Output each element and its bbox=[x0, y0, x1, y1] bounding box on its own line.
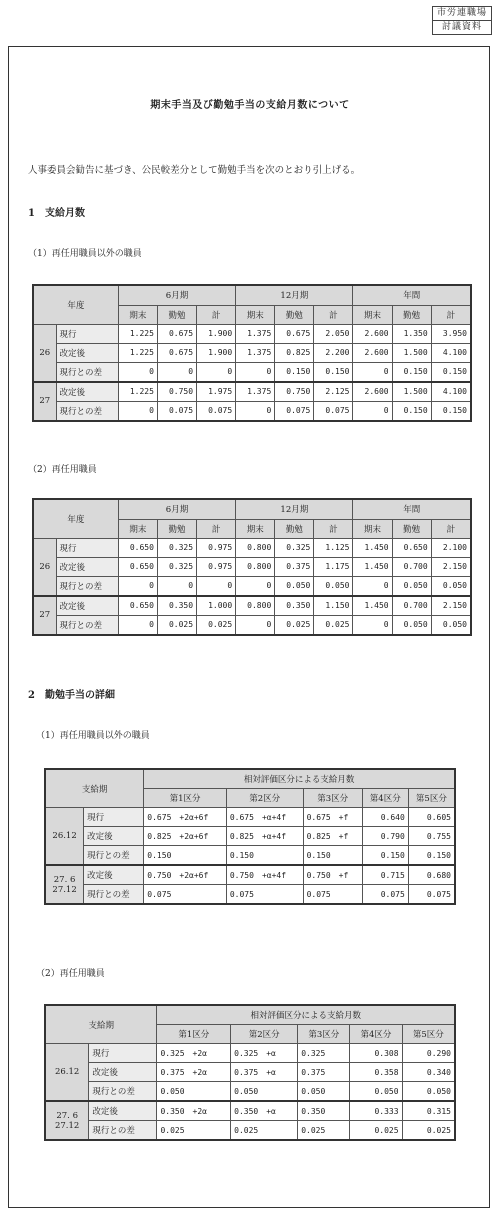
value-cell: 0.075 bbox=[157, 401, 196, 421]
row-label: 現行 bbox=[89, 1044, 157, 1063]
period-cell: 26.12 bbox=[45, 1044, 89, 1102]
value-cell: 0 bbox=[353, 362, 392, 382]
col-header: 勤勉 bbox=[157, 305, 196, 324]
value-cell: 0.075 bbox=[303, 885, 362, 905]
row-label: 現行との差 bbox=[89, 1082, 157, 1102]
period-line: 27.12 bbox=[52, 884, 77, 895]
period-cell: 26 bbox=[33, 538, 56, 596]
value-cell: 0.675 +f bbox=[303, 808, 362, 827]
col-header: 計 bbox=[431, 305, 471, 324]
section2-heading: 2 勤勉手当の詳細 bbox=[28, 690, 115, 701]
row-label: 現行との差 bbox=[84, 846, 144, 866]
value-cell: 0.150 bbox=[314, 362, 353, 382]
col-header: 第2区分 bbox=[231, 1025, 298, 1044]
value-cell: 0.075 bbox=[226, 885, 303, 905]
row-label: 改定後 bbox=[56, 596, 118, 616]
period-header: 支給期 bbox=[45, 1005, 157, 1044]
value-cell: 0.333 bbox=[350, 1101, 402, 1121]
value-cell: 0 bbox=[353, 401, 392, 421]
value-cell: 0.150 bbox=[226, 846, 303, 866]
period-cell bbox=[45, 865, 84, 904]
table-row bbox=[45, 1082, 455, 1102]
table-row bbox=[33, 362, 471, 382]
value-cell: 0.050 bbox=[298, 1082, 350, 1102]
value-cell: 0.800 bbox=[236, 557, 275, 576]
value-cell: 1.225 bbox=[118, 324, 157, 343]
value-cell: 1.125 bbox=[314, 538, 353, 557]
table-row bbox=[45, 1121, 455, 1141]
value-cell: 1.450 bbox=[353, 596, 392, 616]
table-row bbox=[33, 401, 471, 421]
group-june: 6月期 bbox=[118, 499, 235, 519]
col-header: 勤勉 bbox=[157, 519, 196, 538]
value-cell: 4.100 bbox=[431, 382, 471, 402]
value-cell: 0.325 +α bbox=[231, 1044, 298, 1063]
value-cell: 1.375 bbox=[236, 343, 275, 362]
value-cell: 0.700 bbox=[392, 557, 431, 576]
value-cell: 2.125 bbox=[314, 382, 353, 402]
col-header: 第1区分 bbox=[157, 1025, 231, 1044]
value-cell: 0.605 bbox=[408, 808, 455, 827]
value-cell: 0.825 +α+4f bbox=[226, 827, 303, 846]
group-annual: 年間 bbox=[353, 285, 471, 305]
row-label: 改定後 bbox=[56, 343, 118, 362]
value-cell: 2.150 bbox=[431, 557, 471, 576]
period-line: 27. 6 bbox=[53, 874, 76, 885]
value-cell: 0.340 bbox=[402, 1063, 455, 1082]
value-cell: 0 bbox=[236, 576, 275, 596]
value-cell: 2.150 bbox=[431, 596, 471, 616]
value-cell: 2.600 bbox=[353, 324, 392, 343]
row-label: 改定後 bbox=[89, 1101, 157, 1121]
period-cell: 26 bbox=[33, 324, 56, 382]
value-cell: 0.825 +2α+6f bbox=[144, 827, 227, 846]
value-cell: 0.150 bbox=[275, 362, 314, 382]
value-cell: 0.025 bbox=[197, 615, 236, 635]
value-cell: 0.375 bbox=[275, 557, 314, 576]
value-cell: 0.675 bbox=[275, 324, 314, 343]
value-cell: 0 bbox=[118, 615, 157, 635]
period-header: 支給期 bbox=[45, 769, 144, 808]
value-cell: 0.675 +2α+6f bbox=[144, 808, 227, 827]
value-cell: 1.450 bbox=[353, 538, 392, 557]
value-cell: 2.050 bbox=[314, 324, 353, 343]
col-header: 勤勉 bbox=[392, 305, 431, 324]
col-header: 計 bbox=[314, 519, 353, 538]
row-label: 現行との差 bbox=[56, 401, 118, 421]
section2-sub1: （1）再任用職員以外の職員 bbox=[36, 731, 150, 741]
value-cell: 0.800 bbox=[236, 538, 275, 557]
col-header: 第4区分 bbox=[350, 1025, 402, 1044]
value-cell: 4.100 bbox=[431, 343, 471, 362]
col-header: 第5区分 bbox=[408, 789, 455, 808]
year-header: 年度 bbox=[33, 285, 118, 324]
value-cell: 2.100 bbox=[431, 538, 471, 557]
table-row bbox=[45, 1101, 455, 1121]
value-cell: 0.075 bbox=[314, 401, 353, 421]
value-cell: 0.350 +2α bbox=[157, 1101, 231, 1121]
col-header: 計 bbox=[197, 305, 236, 324]
value-cell: 0.025 bbox=[231, 1121, 298, 1141]
period-line: 27.12 bbox=[54, 1120, 80, 1131]
value-cell: 0.290 bbox=[402, 1044, 455, 1063]
row-label: 改定後 bbox=[84, 827, 144, 846]
value-cell: 0.050 bbox=[431, 576, 471, 596]
col-header: 第5区分 bbox=[402, 1025, 455, 1044]
group-december: 12月期 bbox=[236, 285, 353, 305]
col-header: 第4区分 bbox=[362, 789, 408, 808]
value-cell: 0.650 bbox=[118, 557, 157, 576]
value-cell: 0.025 bbox=[275, 615, 314, 635]
value-cell: 0.750 bbox=[275, 382, 314, 402]
section1-heading: 1 支給月数 bbox=[28, 208, 85, 219]
value-cell: 0.150 bbox=[392, 401, 431, 421]
value-cell: 0.750 +f bbox=[303, 865, 362, 885]
value-cell: 1.450 bbox=[353, 557, 392, 576]
value-cell: 0.325 bbox=[275, 538, 314, 557]
value-cell: 1.000 bbox=[197, 596, 236, 616]
row-label: 改定後 bbox=[56, 557, 118, 576]
value-cell: 0 bbox=[236, 362, 275, 382]
col-header: 期末 bbox=[236, 305, 275, 324]
value-cell: 0 bbox=[236, 615, 275, 635]
row-label: 現行 bbox=[84, 808, 144, 827]
value-cell: 0.680 bbox=[408, 865, 455, 885]
value-cell: 0.050 bbox=[314, 576, 353, 596]
period-cell: 27 bbox=[33, 382, 56, 421]
value-cell: 1.500 bbox=[392, 343, 431, 362]
table-diligence-detail-regular bbox=[44, 768, 456, 905]
row-label: 改定後 bbox=[56, 382, 118, 402]
row-label: 現行 bbox=[56, 538, 118, 557]
table-row bbox=[45, 865, 455, 885]
stamp-line1: 市労連職場 bbox=[436, 8, 487, 18]
value-cell: 0 bbox=[197, 576, 236, 596]
value-cell: 1.900 bbox=[197, 343, 236, 362]
value-cell: 1.175 bbox=[314, 557, 353, 576]
value-cell: 0.150 bbox=[392, 362, 431, 382]
value-cell: 0.825 bbox=[275, 343, 314, 362]
group-header: 相対評価区分による支給月数 bbox=[157, 1005, 455, 1025]
value-cell: 2.600 bbox=[353, 343, 392, 362]
value-cell: 0.075 bbox=[408, 885, 455, 905]
col-header: 勤勉 bbox=[392, 519, 431, 538]
value-cell: 1.975 bbox=[197, 382, 236, 402]
row-label: 現行との差 bbox=[56, 576, 118, 596]
value-cell: 1.350 bbox=[392, 324, 431, 343]
group-annual: 年間 bbox=[353, 499, 471, 519]
row-label: 現行との差 bbox=[56, 362, 118, 382]
value-cell: 0.755 bbox=[408, 827, 455, 846]
row-label: 現行との差 bbox=[89, 1121, 157, 1141]
section2-sub2: （2）再任用職員 bbox=[36, 969, 105, 979]
group-header: 相対評価区分による支給月数 bbox=[144, 769, 455, 789]
value-cell: 0.750 +α+4f bbox=[226, 865, 303, 885]
value-cell: 0.050 bbox=[231, 1082, 298, 1102]
value-cell: 0.700 bbox=[392, 596, 431, 616]
row-label: 改定後 bbox=[84, 865, 144, 885]
value-cell: 0.750 +2α+6f bbox=[144, 865, 227, 885]
table-row bbox=[45, 1044, 455, 1063]
value-cell: 0 bbox=[157, 362, 196, 382]
table-row bbox=[33, 596, 471, 616]
table-allowance-months-regular bbox=[32, 284, 472, 422]
value-cell: 0.025 bbox=[350, 1121, 402, 1141]
section1-sub2: （2）再任用職員 bbox=[28, 465, 97, 475]
value-cell: 0.025 bbox=[157, 615, 196, 635]
value-cell: 0.640 bbox=[362, 808, 408, 827]
value-cell: 0.650 bbox=[392, 538, 431, 557]
value-cell: 0.150 bbox=[362, 846, 408, 866]
value-cell: 0.075 bbox=[144, 885, 227, 905]
table-row bbox=[33, 382, 471, 402]
value-cell: 0.350 bbox=[157, 596, 196, 616]
value-cell: 0.325 bbox=[157, 557, 196, 576]
value-cell: 0 bbox=[236, 401, 275, 421]
col-header: 期末 bbox=[236, 519, 275, 538]
table-row bbox=[33, 557, 471, 576]
value-cell: 0.790 bbox=[362, 827, 408, 846]
value-cell: 0.375 +α bbox=[231, 1063, 298, 1082]
value-cell: 0.350 +α bbox=[231, 1101, 298, 1121]
col-header: 期末 bbox=[353, 305, 392, 324]
value-cell: 0.350 bbox=[298, 1101, 350, 1121]
value-cell: 0.050 bbox=[431, 615, 471, 635]
value-cell: 0.800 bbox=[236, 596, 275, 616]
value-cell: 0.075 bbox=[197, 401, 236, 421]
period-line: 27. 6 bbox=[56, 1110, 78, 1121]
group-december: 12月期 bbox=[236, 499, 353, 519]
document-title: 期末手当及び勤勉手当の支給月数について bbox=[150, 100, 350, 111]
value-cell: 0.025 bbox=[314, 615, 353, 635]
value-cell: 0.325 bbox=[298, 1044, 350, 1063]
table-row bbox=[45, 808, 455, 827]
value-cell: 0.025 bbox=[298, 1121, 350, 1141]
value-cell: 0 bbox=[353, 576, 392, 596]
value-cell: 0.308 bbox=[350, 1044, 402, 1063]
period-cell: 27 bbox=[33, 596, 56, 635]
row-label: 現行 bbox=[56, 324, 118, 343]
value-cell: 1.225 bbox=[118, 382, 157, 402]
col-header: 第2区分 bbox=[226, 789, 303, 808]
table-allowance-months-reemployed bbox=[32, 498, 472, 636]
row-label: 現行との差 bbox=[84, 885, 144, 905]
table-diligence-detail-reemployed bbox=[44, 1004, 456, 1141]
col-header: 計 bbox=[197, 519, 236, 538]
year-header: 年度 bbox=[33, 499, 118, 538]
row-label: 現行との差 bbox=[56, 615, 118, 635]
period-cell: 26.12 bbox=[45, 808, 84, 866]
value-cell: 0.675 bbox=[157, 324, 196, 343]
value-cell: 2.200 bbox=[314, 343, 353, 362]
group-june: 6月期 bbox=[118, 285, 235, 305]
value-cell: 0.675 +α+4f bbox=[226, 808, 303, 827]
value-cell: 0.050 bbox=[157, 1082, 231, 1102]
value-cell: 1.500 bbox=[392, 382, 431, 402]
value-cell: 0 bbox=[118, 362, 157, 382]
value-cell: 0.715 bbox=[362, 865, 408, 885]
table-row bbox=[33, 324, 471, 343]
value-cell: 0.375 bbox=[298, 1063, 350, 1082]
value-cell: 0.050 bbox=[350, 1082, 402, 1102]
section1-sub1: （1）再任用職員以外の職員 bbox=[28, 249, 142, 259]
value-cell: 0.325 bbox=[157, 538, 196, 557]
value-cell: 0.150 bbox=[144, 846, 227, 866]
stamp-line2: 討議資料 bbox=[433, 20, 491, 34]
value-cell: 0.050 bbox=[402, 1082, 455, 1102]
value-cell: 0.975 bbox=[197, 538, 236, 557]
value-cell: 1.375 bbox=[236, 324, 275, 343]
value-cell: 0.150 bbox=[303, 846, 362, 866]
value-cell: 0.325 +2α bbox=[157, 1044, 231, 1063]
stamp-box bbox=[432, 6, 492, 35]
col-header: 期末 bbox=[353, 519, 392, 538]
table-row bbox=[45, 1063, 455, 1082]
value-cell: 1.375 bbox=[236, 382, 275, 402]
value-cell: 0.750 bbox=[157, 382, 196, 402]
col-header: 第1区分 bbox=[144, 789, 227, 808]
period-cell bbox=[45, 1101, 89, 1140]
value-cell: 0.075 bbox=[275, 401, 314, 421]
value-cell: 0.050 bbox=[275, 576, 314, 596]
value-cell: 0 bbox=[118, 401, 157, 421]
value-cell: 0.025 bbox=[402, 1121, 455, 1141]
value-cell: 1.225 bbox=[118, 343, 157, 362]
value-cell: 1.900 bbox=[197, 324, 236, 343]
row-label: 改定後 bbox=[89, 1063, 157, 1082]
col-header: 期末 bbox=[118, 305, 157, 324]
table-row bbox=[33, 615, 471, 635]
table-row bbox=[45, 885, 455, 905]
value-cell: 0 bbox=[197, 362, 236, 382]
col-header: 計 bbox=[314, 305, 353, 324]
value-cell: 0.650 bbox=[118, 596, 157, 616]
value-cell: 0.050 bbox=[392, 576, 431, 596]
value-cell: 0.075 bbox=[362, 885, 408, 905]
value-cell: 0.358 bbox=[350, 1063, 402, 1082]
value-cell: 0 bbox=[353, 615, 392, 635]
table-row bbox=[33, 576, 471, 596]
table-row bbox=[45, 827, 455, 846]
value-cell: 0.025 bbox=[157, 1121, 231, 1141]
intro-text: 人事委員会勧告に基づき、公民較差分として勤勉手当を次のとおり引上げる。 bbox=[28, 165, 361, 176]
value-cell: 0.825 +f bbox=[303, 827, 362, 846]
value-cell: 1.150 bbox=[314, 596, 353, 616]
table-row bbox=[33, 538, 471, 557]
value-cell: 0.150 bbox=[431, 362, 471, 382]
value-cell: 0.150 bbox=[408, 846, 455, 866]
table-row bbox=[45, 846, 455, 866]
col-header: 勤勉 bbox=[275, 519, 314, 538]
value-cell: 0 bbox=[118, 576, 157, 596]
value-cell: 0.375 +2α bbox=[157, 1063, 231, 1082]
value-cell: 0.315 bbox=[402, 1101, 455, 1121]
value-cell: 0 bbox=[157, 576, 196, 596]
value-cell: 3.950 bbox=[431, 324, 471, 343]
table-row bbox=[33, 343, 471, 362]
col-header: 第3区分 bbox=[303, 789, 362, 808]
col-header: 計 bbox=[431, 519, 471, 538]
col-header: 勤勉 bbox=[275, 305, 314, 324]
value-cell: 2.600 bbox=[353, 382, 392, 402]
value-cell: 0.150 bbox=[431, 401, 471, 421]
value-cell: 0.975 bbox=[197, 557, 236, 576]
value-cell: 0.675 bbox=[157, 343, 196, 362]
value-cell: 0.350 bbox=[275, 596, 314, 616]
value-cell: 0.050 bbox=[392, 615, 431, 635]
value-cell: 0.650 bbox=[118, 538, 157, 557]
col-header: 期末 bbox=[118, 519, 157, 538]
col-header: 第3区分 bbox=[298, 1025, 350, 1044]
